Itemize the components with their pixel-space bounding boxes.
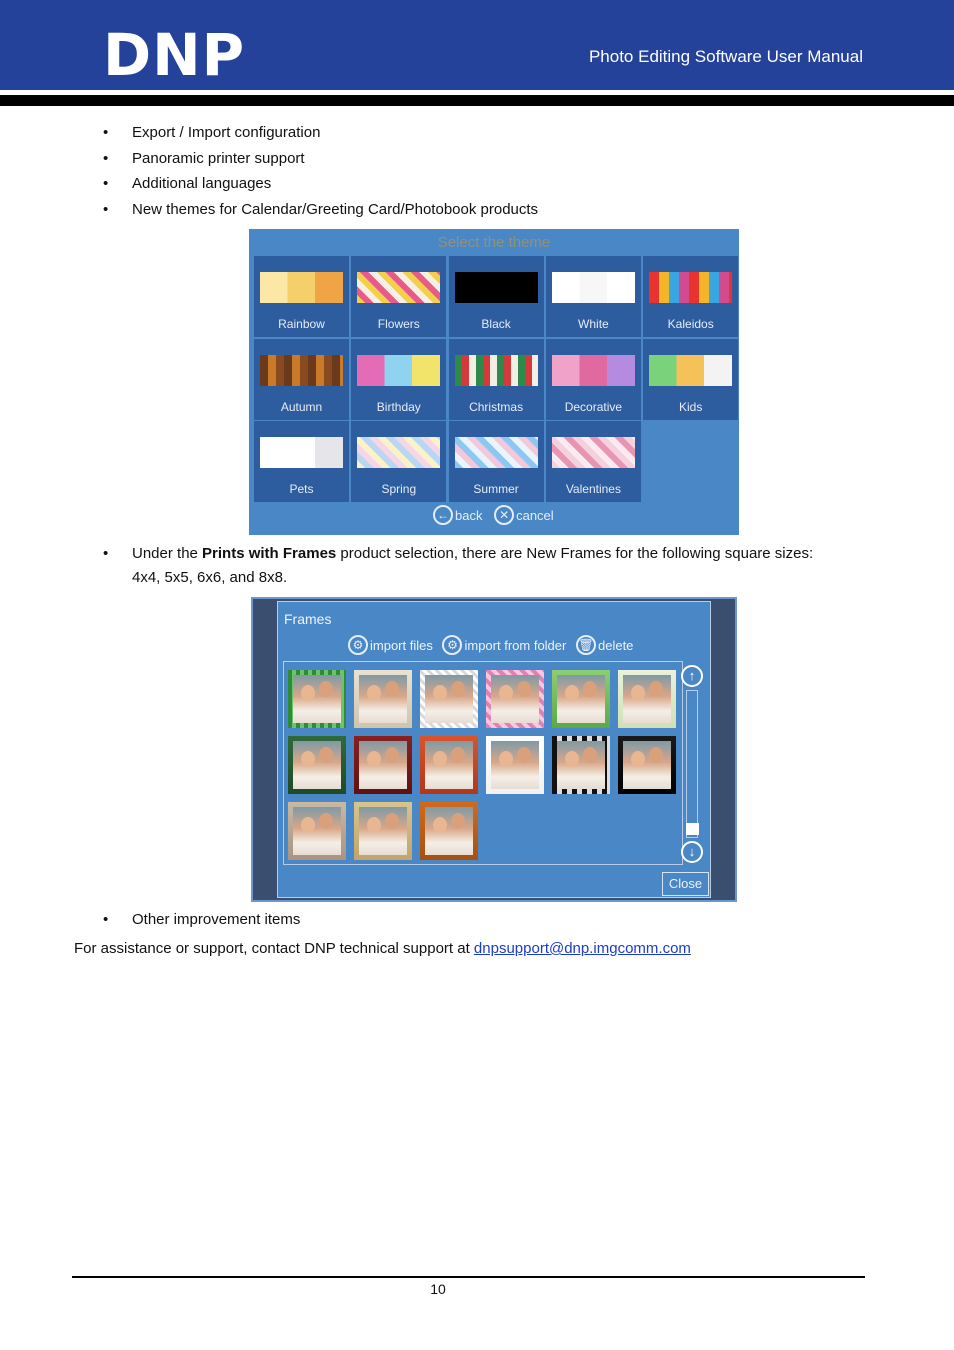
scroll-down-arrow-icon[interactable]: ↓ [681,841,703,863]
frames-screenshot [251,597,737,902]
sample-photo [623,675,671,723]
theme-tile[interactable] [546,339,641,420]
product-name: Prints with Frames [202,545,337,562]
gear-icon[interactable]: ⚙ [348,635,368,655]
theme-label: Kids [679,399,703,414]
sample-photo [425,741,473,789]
frame-thumbnail[interactable] [552,670,610,728]
scrollbar-thumb[interactable] [686,823,699,835]
delete-button[interactable]: delete [597,637,634,653]
theme-label: Black [481,317,511,331]
back-arrow-icon[interactable]: ← [433,505,453,525]
frame-thumbnail[interactable] [288,670,346,728]
theme-label: Birthday [376,399,421,414]
trash-icon[interactable]: 🗑 [576,635,596,655]
frames-dialog-title: Frames [284,611,332,627]
frames-dialog [277,601,711,898]
theme-label: Kaleidos [667,317,714,331]
sample-photo [491,741,539,789]
close-button[interactable]: Close [662,872,709,896]
theme-thumbnail [455,355,538,386]
frame-thumbnail[interactable] [420,736,478,794]
theme-tile[interactable] [351,421,446,502]
sample-photo [359,741,407,789]
theme-thumbnail [357,272,440,303]
theme-tile[interactable] [643,256,738,337]
theme-tile[interactable] [546,421,641,502]
theme-thumbnail [260,272,343,303]
theme-thumbnail [649,355,732,386]
theme-tile[interactable] [351,339,446,420]
scrollbar-track[interactable] [686,690,698,838]
frame-thumbnail[interactable] [618,670,676,728]
theme-screen-title: Select the theme [437,234,551,251]
theme-tile[interactable] [449,256,544,337]
sample-photo [293,807,341,855]
sample-photo [557,741,605,789]
theme-label: Flowers [377,317,420,331]
sample-photo [293,675,341,723]
theme-tile[interactable] [254,421,349,502]
frame-thumbnail[interactable] [486,670,544,728]
frame-thumbnail[interactable] [420,802,478,860]
theme-label: Valentines [565,482,621,496]
frame-thumbnail[interactable] [354,736,412,794]
frame-thumbnail[interactable] [288,736,346,794]
theme-label: Autumn [280,399,323,414]
gear-icon[interactable]: ⚙ [442,635,462,655]
theme-thumbnail [357,437,440,468]
footer-divider [72,1276,865,1278]
theme-label: Christmas [469,399,524,414]
theme-thumbnail [455,437,538,468]
theme-nav [433,505,562,525]
theme-label: Summer [473,482,519,496]
frame-thumbnail[interactable] [486,736,544,794]
theme-thumbnail [357,355,440,386]
sample-photo [491,675,539,723]
frame-thumbnail[interactable] [354,802,412,860]
scroll-up-arrow-icon[interactable]: ↑ [681,665,703,687]
cancel-icon[interactable]: ✕ [494,505,514,525]
theme-label: Pets [289,482,314,496]
frame-thumbnail[interactable] [288,802,346,860]
support-email-link[interactable]: dnpsupport@dnp.imgcomm.com [473,940,691,957]
sample-photo [293,741,341,789]
theme-thumbnail [552,437,635,468]
frame-thumbnail[interactable] [618,736,676,794]
dnp-logo: DNP [103,21,246,89]
import-from-folder-button[interactable]: import from folder [464,637,567,653]
theme-label: Rainbow [278,317,325,331]
sample-photo [557,675,605,723]
frame-thumbnail[interactable] [420,670,478,728]
theme-tile[interactable] [254,256,349,337]
theme-thumbnail [455,272,538,303]
header-divider-gap [0,90,954,94]
frame-thumbnail[interactable] [354,670,412,728]
theme-tile[interactable] [351,256,446,337]
theme-tile[interactable] [449,339,544,420]
frame-grid [283,661,683,865]
theme-tile[interactable] [643,339,738,420]
page-header [0,0,954,90]
import-files-button[interactable]: import files [370,637,433,653]
theme-thumbnail [552,355,635,386]
sample-photo [623,741,671,789]
theme-label: White [578,317,609,331]
theme-tile[interactable] [449,421,544,502]
sample-photo [425,675,473,723]
theme-thumbnail [552,272,635,303]
sample-photo [425,807,473,855]
sample-photo [359,675,407,723]
theme-tile[interactable] [254,339,349,420]
theme-label: Decorative [564,399,623,414]
cancel-button[interactable]: cancel [516,507,554,523]
theme-label: Spring [381,482,417,496]
theme-thumbnail [260,355,343,386]
theme-selection-screenshot [249,229,739,535]
frames-toolbar [348,635,639,655]
header-divider-bar [0,95,954,106]
sample-photo [359,807,407,855]
page-number: 10 [430,1281,446,1297]
theme-tile[interactable] [546,256,641,337]
theme-thumbnail [649,272,732,303]
back-button[interactable]: back [455,507,483,523]
theme-thumbnail [260,437,343,468]
support-paragraph: For assistance or support, contact DNP technical support at dnpsupport@dnp.imgcomm.com [74,940,691,957]
document-title: Photo Editing Software User Manual [588,47,863,66]
frame-thumbnail[interactable] [552,736,610,794]
